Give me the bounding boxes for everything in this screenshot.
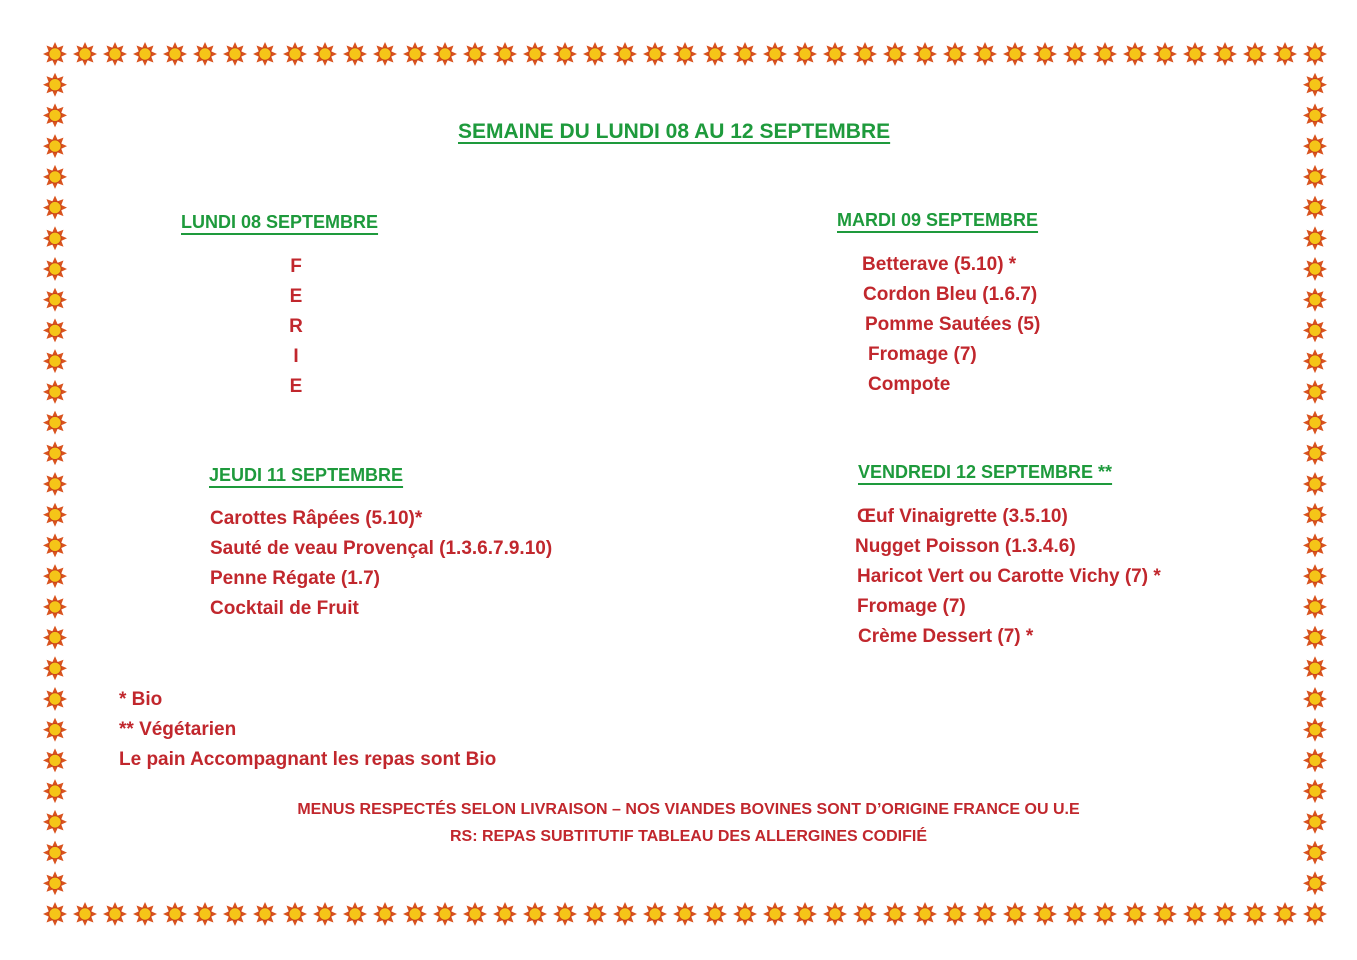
sun-icon: [1183, 42, 1207, 66]
sun-icon: [1273, 902, 1297, 926]
sun-icon: [193, 42, 217, 66]
lundi-heading: LUNDI 08 SEPTEMBRE: [181, 212, 379, 232]
sun-icon: [133, 42, 157, 66]
sun-icon: [1303, 656, 1327, 680]
mardi-heading: MARDI 09 SEPTEMBRE: [837, 210, 1039, 230]
sun-icon: [43, 73, 67, 97]
sun-icon: [973, 902, 997, 926]
sun-icon: [1063, 902, 1087, 926]
legend-vegetarien: ** Végétarien: [119, 719, 237, 740]
sun-icon: [373, 902, 397, 926]
sun-icon: [1303, 42, 1327, 66]
sun-icon: [133, 902, 157, 926]
sun-icon: [1033, 902, 1057, 926]
sun-icon: [43, 626, 67, 650]
sun-icon: [343, 902, 367, 926]
jeudi-item: Cocktail de Fruit: [210, 598, 359, 619]
sun-icon: [523, 902, 547, 926]
jeudi-item: Sauté de veau Provençal (1.3.6.7.9.10): [210, 538, 553, 559]
sun-icon: [43, 687, 67, 711]
sun-icon: [493, 42, 517, 66]
sun-icon: [733, 42, 757, 66]
sun-icon: [43, 226, 67, 250]
sun-icon: [253, 42, 277, 66]
sun-icon: [943, 902, 967, 926]
sun-icon: [163, 42, 187, 66]
sun-icon: [1243, 42, 1267, 66]
sun-icon: [43, 503, 67, 527]
sun-icon: [43, 257, 67, 281]
vendredi-item: Fromage (7): [857, 596, 966, 617]
vendredi-item: Nugget Poisson (1.3.4.6): [855, 536, 1076, 557]
ferie-letter: E: [289, 376, 303, 397]
sun-icon: [283, 902, 307, 926]
sun-icon: [1303, 441, 1327, 465]
sun-icon: [1003, 42, 1027, 66]
sun-icon: [43, 472, 67, 496]
mardi-item: Betterave (5.10) *: [862, 254, 1017, 275]
sun-icon: [823, 42, 847, 66]
sun-icon: [1303, 134, 1327, 158]
sun-icon: [463, 902, 487, 926]
sun-icon: [43, 349, 67, 373]
page-title: SEMAINE DU LUNDI 08 AU 12 SEPTEMBRE: [458, 120, 891, 143]
footer-line-1: MENUS RESPECTÉS SELON LIVRAISON – NOS VIANDES BOVINES SONT D’ORIGINE FRANCE OU U.E: [297, 801, 1080, 818]
legend-bio: * Bio: [119, 689, 163, 710]
sun-icon: [1303, 718, 1327, 742]
sun-icon: [43, 595, 67, 619]
sun-icon: [883, 42, 907, 66]
sun-icon: [1303, 380, 1327, 404]
sun-icon: [43, 902, 67, 926]
sun-icon: [763, 42, 787, 66]
sun-icon: [553, 42, 577, 66]
sun-icon: [313, 42, 337, 66]
vendredi-item: Crème Dessert (7) *: [858, 626, 1034, 647]
mardi-item: Pomme Sautées (5): [865, 314, 1041, 335]
sun-icon: [1303, 73, 1327, 97]
legend-pain: Le pain Accompagnant les repas sont Bio: [119, 749, 497, 770]
vendredi-item: Haricot Vert ou Carotte Vichy (7) *: [857, 566, 1161, 587]
sun-icon: [43, 318, 67, 342]
sun-icon: [943, 42, 967, 66]
sun-icon: [673, 902, 697, 926]
sun-icon: [1153, 42, 1177, 66]
sun-icon: [1303, 257, 1327, 281]
sun-icon: [1303, 318, 1327, 342]
sun-icon: [1303, 533, 1327, 557]
sun-icon: [1303, 196, 1327, 220]
sun-icon: [43, 779, 67, 803]
sun-icon: [403, 902, 427, 926]
mardi-item: Cordon Bleu (1.6.7): [863, 284, 1038, 305]
sun-icon: [433, 42, 457, 66]
sun-icon: [163, 902, 187, 926]
sun-icon: [1213, 42, 1237, 66]
sun-icon: [283, 42, 307, 66]
sun-icon: [103, 902, 127, 926]
sun-icon: [403, 42, 427, 66]
sun-icon: [493, 902, 517, 926]
ferie-letter: E: [289, 286, 303, 307]
sun-icon: [1273, 42, 1297, 66]
sun-icon: [703, 42, 727, 66]
sun-icon: [1303, 871, 1327, 895]
sun-icon: [1123, 42, 1147, 66]
sun-icon: [853, 42, 877, 66]
sun-icon: [1243, 902, 1267, 926]
sun-icon: [1303, 411, 1327, 435]
sun-icon: [703, 902, 727, 926]
vendredi-item: Œuf Vinaigrette (3.5.10): [857, 506, 1068, 527]
sun-icon: [43, 196, 67, 220]
sun-icon: [1303, 165, 1327, 189]
sun-icon: [793, 902, 817, 926]
sun-icon: [823, 902, 847, 926]
sun-icon: [913, 902, 937, 926]
sun-icon: [43, 165, 67, 189]
sun-icon: [463, 42, 487, 66]
sun-icon: [1033, 42, 1057, 66]
sun-icon: [1303, 349, 1327, 373]
sun-icon: [1303, 902, 1327, 926]
sun-icon: [73, 902, 97, 926]
sun-icon: [43, 288, 67, 312]
sun-icon: [553, 902, 577, 926]
sun-icon: [1303, 288, 1327, 312]
sun-icon: [583, 902, 607, 926]
sun-icon: [1153, 902, 1177, 926]
sun-icon: [1303, 226, 1327, 250]
sun-icon: [1303, 626, 1327, 650]
sun-icon: [43, 134, 67, 158]
sun-icon: [43, 656, 67, 680]
sun-icon: [43, 441, 67, 465]
jeudi-item: Carottes Râpées (5.10)*: [210, 508, 423, 529]
sun-icon: [103, 42, 127, 66]
ferie-letter: R: [289, 316, 303, 337]
mardi-item: Compote: [868, 374, 951, 395]
sun-icon: [1093, 42, 1117, 66]
jeudi-heading: JEUDI 11 SEPTEMBRE: [209, 465, 404, 485]
ferie-letter: F: [290, 256, 302, 277]
sun-icon: [793, 42, 817, 66]
sun-icon: [343, 42, 367, 66]
mardi-item: Fromage (7): [868, 344, 977, 365]
sun-icon: [583, 42, 607, 66]
sun-icon: [763, 902, 787, 926]
vendredi-heading: VENDREDI 12 SEPTEMBRE **: [858, 462, 1113, 482]
sun-icon: [613, 902, 637, 926]
sun-icon: [1213, 902, 1237, 926]
sun-icon: [1303, 503, 1327, 527]
footer-line-2: RS: REPAS SUBTITUTIF TABLEAU DES ALLERGINES CODIFIÉ: [449, 828, 928, 845]
sun-icon: [1003, 902, 1027, 926]
sun-icon: [523, 42, 547, 66]
sun-icon: [43, 564, 67, 588]
sun-icon: [1303, 748, 1327, 772]
sun-icon: [223, 902, 247, 926]
sun-icon: [973, 42, 997, 66]
sun-icon: [253, 902, 277, 926]
sun-icon: [883, 902, 907, 926]
sun-icon: [733, 902, 757, 926]
sun-icon: [43, 748, 67, 772]
sun-icon: [1063, 42, 1087, 66]
sun-icon: [1183, 902, 1207, 926]
sun-icon: [643, 42, 667, 66]
sun-icon: [43, 871, 67, 895]
sun-icon: [913, 42, 937, 66]
sun-icon: [1123, 902, 1147, 926]
sun-icon: [43, 718, 67, 742]
sun-icon: [1303, 472, 1327, 496]
sun-icon: [73, 42, 97, 66]
ferie-letter: I: [293, 346, 299, 367]
sun-icon: [433, 902, 457, 926]
sun-icon: [43, 533, 67, 557]
sun-icon: [1093, 902, 1117, 926]
sun-icon: [43, 380, 67, 404]
sun-icon: [673, 42, 697, 66]
sun-icon: [1303, 595, 1327, 619]
sun-icon: [613, 42, 637, 66]
sun-icon: [313, 902, 337, 926]
sun-icon: [1303, 103, 1327, 127]
sun-icon: [43, 42, 67, 66]
sun-icon: [43, 103, 67, 127]
sun-icon: [1303, 779, 1327, 803]
sun-icon: [1303, 564, 1327, 588]
sun-icon: [1303, 687, 1327, 711]
sun-icon: [223, 42, 247, 66]
sun-icon: [43, 411, 67, 435]
sun-icon: [373, 42, 397, 66]
sun-icon: [853, 902, 877, 926]
sun-icon: [643, 902, 667, 926]
sun-icon: [193, 902, 217, 926]
jeudi-item: Penne Régate (1.7): [210, 568, 380, 589]
